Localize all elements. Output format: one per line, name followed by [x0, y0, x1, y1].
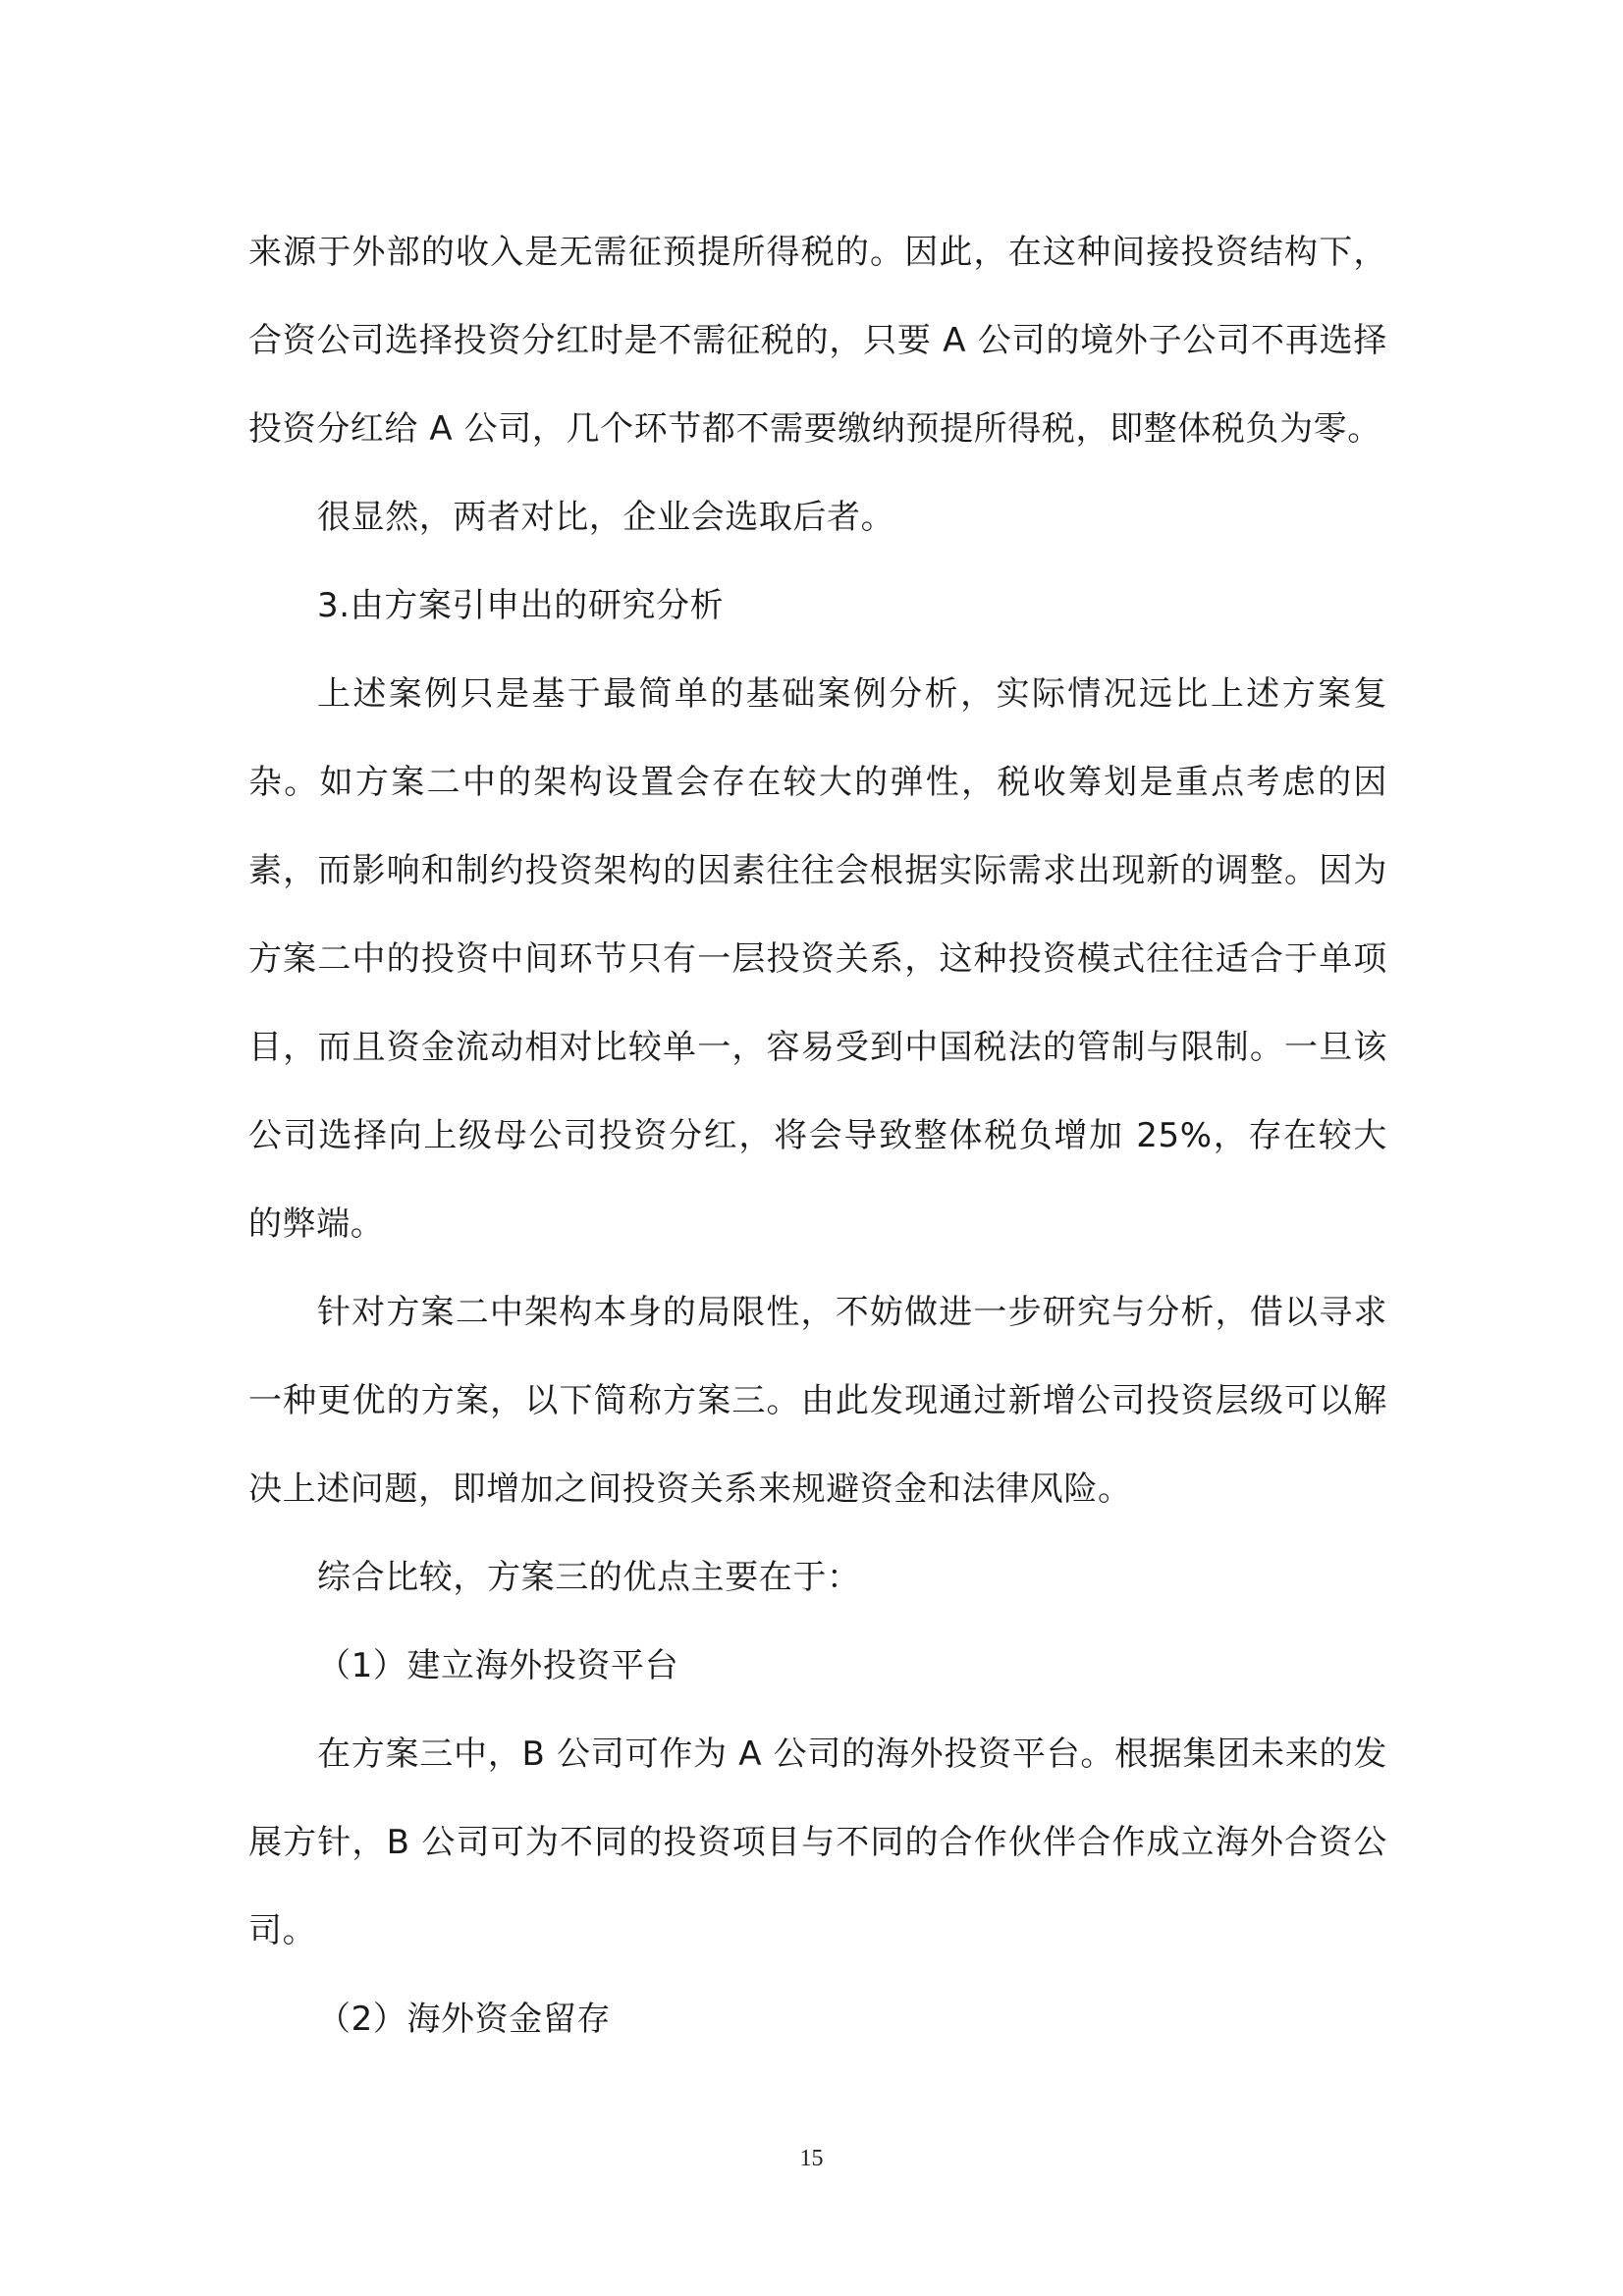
paragraph-conclusion: 很显然，两者对比，企业会选取后者。: [317, 498, 895, 537]
page-number: 15: [799, 2146, 824, 2171]
paragraph-continuation: 来源于外部的收入是无需征预提所得税的。因此，在这种间接投资结构下，合资公司选择投资分红时是不需征税的，只要 A 公司的境外子公司不再选择投资分红给 A 公司，几个环节都不需要缴纳预提所得税，即整体税负为零。: [248, 233, 1387, 449]
paragraph-plan-three: 针对方案二中架构本身的局限性，不妨做进一步研究与分析，借以寻求一种更优的方案，以下简称方案三。由此发现通过新增公司投资层级可以解决上述问题，即增加之间投资关系来规避资金和法律风险。: [248, 1293, 1387, 1509]
paragraph-analysis: 上述案例只是基于最简单的基础案例分析，实际情况远比上述方案复杂。如方案二中的架构设置会存在较大的弹性，税收筹划是重点考虑的因素，而影响和制约投资架构的因素往往会根据实际需求出现新的调整。因为方案二中的投资中间环节只有一层投资关系，这种投资模式往往适合于单项目，而且资金流动相对比较单一，容易受到中国税法的管制与限制。一旦该公司选择向上级母公司投资分红，将会导致整体税负增加 25%，存在较大的弊端。: [248, 674, 1387, 1244]
body-text: [248, 208, 1387, 2063]
paragraph-comparison: 综合比较，方案三的优点主要在于：: [317, 1558, 861, 1597]
section-heading: 3.由方案引申出的研究分析: [317, 586, 725, 625]
list-item-heading-2: （2）海外资金留存: [317, 2000, 612, 2039]
list-item-heading-1: （1）建立海外投资平台: [317, 1646, 679, 1685]
paragraph-platform: 在方案三中，B 公司可作为 A 公司的海外投资平台。根据集团未来的发展方针，B 公司可为不同的投资项目与不同的合作伙伴合作成立海外合资公司。: [248, 1735, 1387, 1950]
